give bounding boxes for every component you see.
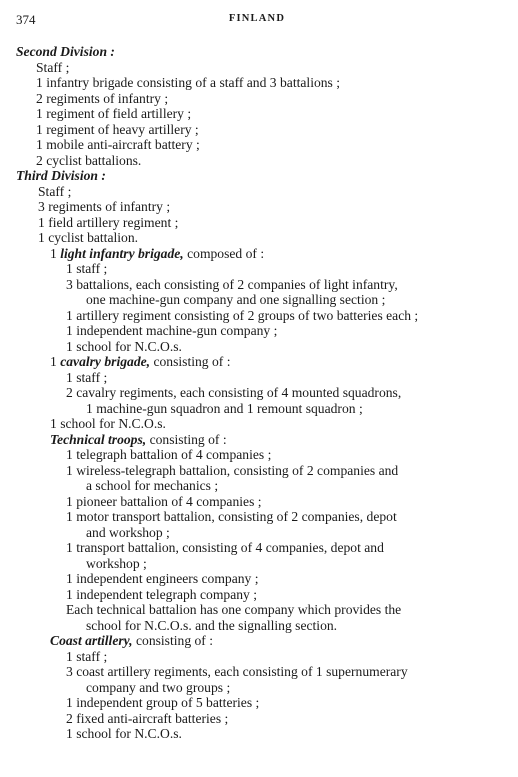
list-item: 1 independent group of 5 batteries ; <box>66 695 260 710</box>
note-text: Each technical battalion has one company which provides the <box>66 602 402 617</box>
list-item: 1 infantry brigade consisting of a staff and 3 battalions ; <box>36 75 341 90</box>
list-item: 2 cyclist battalions. <box>36 152 142 168</box>
unit-name: cavalry brigade, <box>60 354 151 369</box>
section-heading-third-division: Third Division : <box>16 168 106 183</box>
subheading-coast-artillery <box>16 633 504 649</box>
list-item: 1 independent engineers company ; <box>66 571 259 586</box>
running-title: FINLAND <box>228 13 286 24</box>
list-item-continuation: company and two groups ; <box>86 679 231 695</box>
list-item: 1 field artillery regiment ; <box>38 214 179 230</box>
page-body <box>16 44 504 742</box>
list-item: Staff ; <box>38 183 72 199</box>
list-item: 1 transport battalion, consisting of 4 companies, depot and <box>66 540 384 555</box>
subheading-light-infantry-brigade <box>16 246 504 262</box>
unit-suffix: composed of : <box>187 245 265 261</box>
list-item: 3 regiments of infantry ; <box>38 199 171 214</box>
list-item: 1 regiment of heavy artillery ; <box>36 121 199 137</box>
list-item: 1 staff ; <box>66 369 108 385</box>
list-item-continuation: one machine-gun company and one signalling section ; <box>86 292 386 307</box>
list-item: 1 independent machine-gun company ; <box>66 323 278 338</box>
subheading-cavalry-brigade <box>16 354 504 370</box>
unit-name: Technical troops, <box>50 431 147 447</box>
list-item: 1 staff ; <box>66 261 108 276</box>
list-item: 2 cavalry regiments, each consisting of 4 mounted squadrons, <box>66 385 402 400</box>
unit-name: light infantry brigade, <box>60 245 184 261</box>
list-item: Staff ; <box>36 59 70 75</box>
list-item: 1 school for N.C.O.s. <box>66 726 182 741</box>
list-item: 1 staff ; <box>66 648 108 664</box>
unit-suffix: consisting of : <box>153 354 231 369</box>
list-item: 1 wireless-telegraph battalion, consisting of 2 companies and <box>66 462 399 478</box>
note-continuation: school for N.C.O.s. and the signalling section. <box>86 617 338 633</box>
list-item: 1 regiment of field artillery ; <box>36 106 192 121</box>
list-item: 3 battalions, each consisting of 2 companies of light infantry, <box>66 276 398 292</box>
list-item-continuation: 1 machine-gun squadron and 1 remount squadron ; <box>86 400 363 416</box>
list-item: 1 mobile anti-aircraft battery ; <box>36 137 200 152</box>
page-number: 374 <box>16 12 36 27</box>
list-item: 1 telegraph battalion of 4 companies ; <box>66 447 272 462</box>
list-item: 1 pioneer battalion of 4 companies ; <box>66 493 262 509</box>
list-item: 1 school for N.C.O.s. <box>66 338 182 354</box>
running-header <box>16 12 498 28</box>
list-item: 1 school for N.C.O.s. <box>50 416 166 431</box>
unit-suffix: consisting of : <box>135 633 214 648</box>
list-item: 1 independent telegraph company ; <box>66 586 258 602</box>
count-prefix: 1 <box>50 354 57 369</box>
list-item: 1 artillery regiment consisting of 2 groups of two batteries each ; <box>66 307 419 323</box>
list-item: 2 fixed anti-aircraft batteries ; <box>66 710 229 726</box>
list-item: 3 coast artillery regiments, each consisting of 1 supernumerary <box>66 664 408 679</box>
section-heading-second-division: Second Division : <box>16 44 115 59</box>
list-item-continuation: and workshop ; <box>86 524 170 540</box>
list-item: 1 motor transport battalion, consisting of 2 companies, depot <box>66 509 397 524</box>
list-item: 2 regiments of infantry ; <box>36 90 169 106</box>
count-prefix: 1 <box>50 245 57 261</box>
unit-suffix: consisting of : <box>149 431 227 447</box>
list-item-continuation: a school for mechanics ; <box>86 478 219 493</box>
subheading-technical-troops <box>16 432 504 448</box>
list-item-continuation: workshop ; <box>86 555 147 571</box>
unit-name: Coast artillery, <box>50 633 133 648</box>
list-item: 1 cyclist battalion. <box>38 230 139 245</box>
